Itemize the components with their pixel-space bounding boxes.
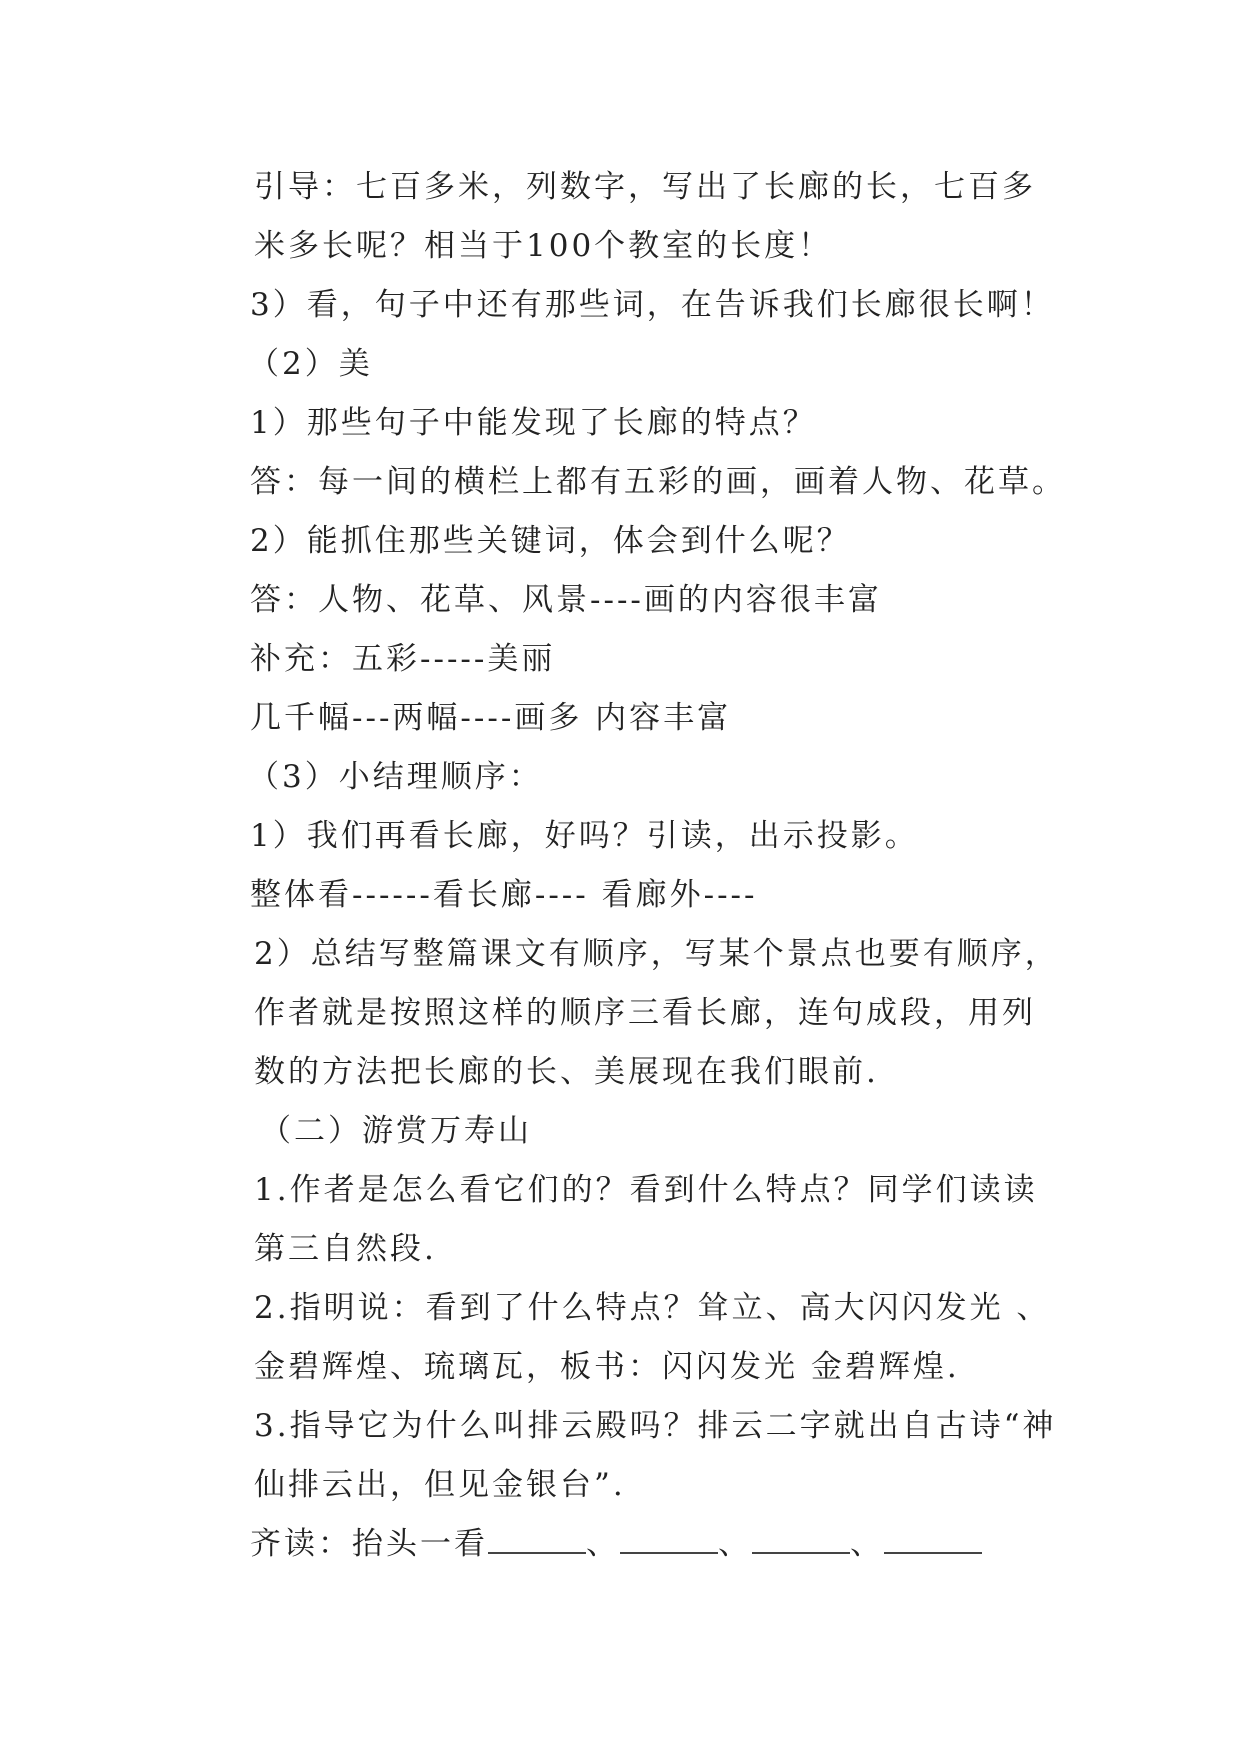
paragraph-overall: 整体看------看长廊---- 看廊外---- [250, 877, 758, 913]
paragraph-item-1: 1.作者是怎么看它们的？看到什么特点？同学们读读第三自然段. [254, 1172, 1038, 1267]
blank-2 [620, 1530, 718, 1554]
paragraph-answer-2: 答：人物、花草、风景----画的内容很丰富 [250, 582, 882, 618]
heading-wanshou-mountain: （二）游赏万寿山 [260, 1113, 532, 1149]
paragraph-supplement: 补充：五彩-----美丽 [250, 641, 556, 677]
separator-2: 、 [718, 1526, 752, 1562]
separator-1: 、 [586, 1526, 620, 1562]
blank-3 [752, 1530, 850, 1554]
paragraph-question-2: 2）能抓住那些关键词，体会到什么呢？ [250, 523, 851, 559]
paragraph-answer-1: 答：每一间的横栏上都有五彩的画，画着人物、花草。 [250, 464, 1066, 500]
paragraph-intro: 引导：七百多米，列数字，写出了长廊的长，七百多米多长呢？相当于100个教室的长度！ [254, 169, 1036, 264]
blank-4 [884, 1530, 982, 1554]
paragraph-thousands: 几千幅---两幅----画多 内容丰富 [250, 700, 732, 736]
paragraph-question-1: 1）那些句子中能发现了长廊的特点？ [250, 405, 817, 441]
paragraph-conclusion: 2）总结写整篇课文有顺序，写某个景点也要有顺序，作者就是按照这样的顺序三看长廊，连句成段，用列数的方法把长廊的长、美展现在我们眼前. [254, 936, 1059, 1090]
paragraph-question-3: 3）看，句子中还有那些词，在告诉我们长廊很长啊！ [250, 287, 1055, 323]
read-together-prefix: 齐读：抬头一看 [250, 1526, 488, 1562]
document-body [190, 158, 1066, 1574]
separator-3: 、 [850, 1526, 884, 1562]
blank-1 [488, 1530, 586, 1554]
heading-summary: （3）小结理顺序： [248, 759, 543, 795]
paragraph-read-together [190, 1515, 1060, 1574]
paragraph-look-again: 1）我们再看长廊，好吗？引读，出示投影。 [250, 818, 919, 854]
paragraph-item-2: 2.指明说：看到了什么特点？耸立、高大闪闪发光 、金碧辉煌、琉璃瓦，板书：闪闪发光 金碧辉煌. [254, 1290, 1051, 1385]
heading-beauty: （2）美 [248, 346, 373, 382]
paragraph-item-3: 3.指导它为什么叫排云殿吗？排云二字就出自古诗“神仙排云出，但见金银台”. [254, 1408, 1057, 1503]
